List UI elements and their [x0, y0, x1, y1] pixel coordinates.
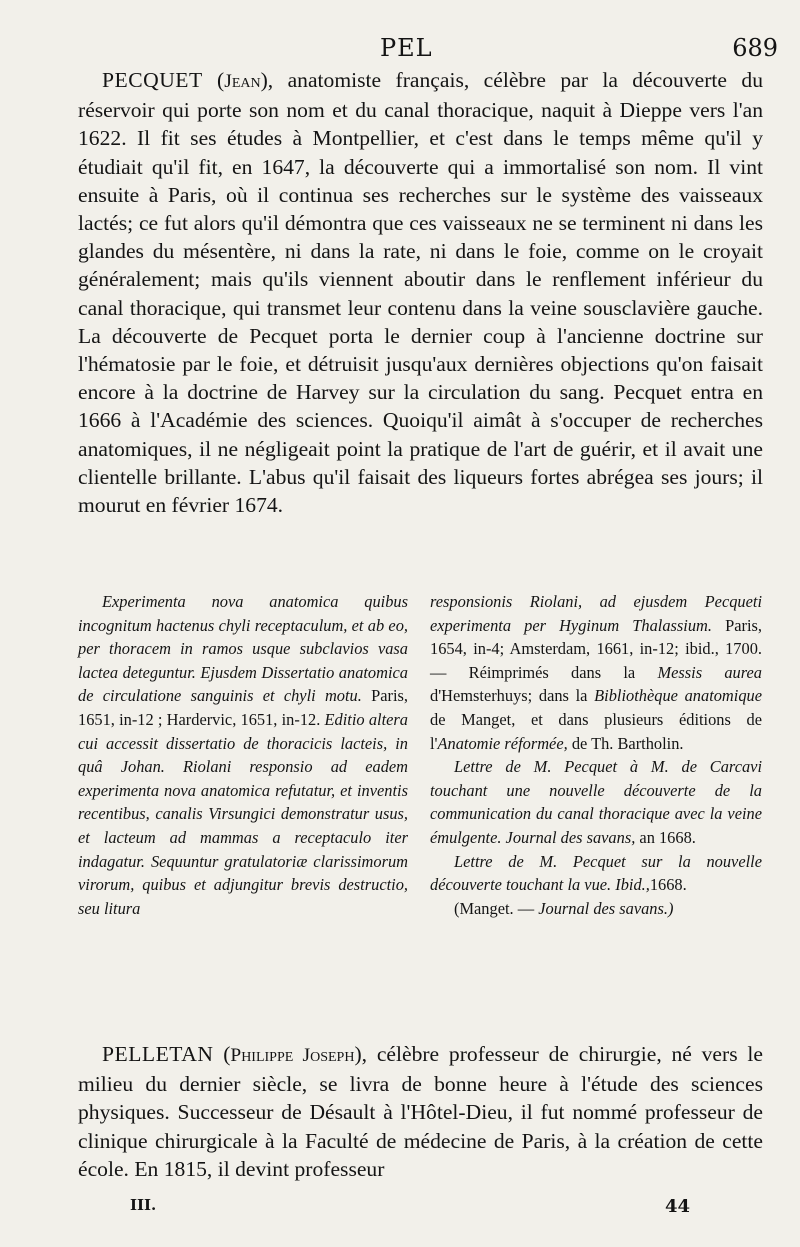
entry-forename: Philippe Joseph [230, 1045, 355, 1066]
entry-pelletan [78, 1040, 763, 1183]
entry-pecquet [78, 66, 763, 519]
entry-name: PELLETAN [102, 1042, 214, 1066]
bib-bartholin: de Th. Bartholin. [571, 733, 684, 753]
bib-ref-manget: (Manget. — [454, 898, 535, 918]
page-header [0, 34, 800, 66]
running-head: PEL [380, 34, 433, 62]
signature-mark: 44 [664, 1196, 690, 1217]
bibliography-right-column [430, 590, 762, 920]
bib-edition: Editio altera cui accessit dissertatio de thoracicis lacteis, in quâ Johan. Riolani responsio ad eadem experimenta nova anatomica refutatur, et inventis recentibus, canalis Virsungici demonstratur usus, et lacteum ad mammas a receptaculo iter indagatur. Sequuntur gratulatoriæ clarissimorum virorum, quibus et adjungitur brevis destructio, seu litura [78, 709, 408, 918]
bib-manget: de Manget, et dans plusieurs éditions de l' [430, 709, 762, 753]
bib-publication: Paris, 1654, in-4; Amsterdam, 1661, in-12; ibid., 1700. — Réimprimés dans la [430, 615, 762, 682]
bib-lettre-vue: Lettre de M. Pecquet sur la nouvelle découverte touchant la vue. Ibid., [430, 851, 762, 895]
bib-title: Experimenta nova anatomica quibus incognitum hactenus chyli receptaculum, et ab eo, per thoracem in ramos usque subclavios vasa lactea deteguntur. Ejusdem Dissertatio anatomica de circulatione sanguinis et chyli motu. [78, 592, 408, 706]
bib-bibliotheque: Bibliothèque anatomique [594, 686, 762, 706]
volume-number: III. [130, 1196, 157, 1214]
bib-messis: Messis aurea [657, 662, 762, 682]
bib-lettre-vue-year: 1668. [649, 875, 687, 895]
entry-forename: Jean [224, 71, 261, 92]
bib-item [78, 590, 408, 920]
bib-item [430, 850, 762, 897]
entry-name: PECQUET [102, 68, 203, 92]
bib-continuation: responsionis Riolani, ad ejusdem Pecqueti experimenta per Hyginum Thalassium. [430, 592, 762, 635]
bib-item [430, 755, 762, 849]
bib-lettre-carcavi-year: an 1668. [639, 827, 696, 847]
entry-text: anatomiste français, célèbre par la découverte du réservoir qui porte son nom et du canal thoracique, naquit à Dieppe vers l'an 1622. Il fit ses études à Montpellier, et c'est dans le temps même qu'il y étudiait qu'il fit, en 1647, la découverte qui a immortalisé son nom. Il vint ensuite à Paris, où il continua ses recherches sur le système des vaisseaux lactés; ce fut alors qu'il démontra que ces vaisseaux ne se terminent ni dans les glandes du mésentère, ni dans la rate, ni dans le foie, comme on le croyait généralement; mais qu'ils viennent aboutir dans le renflement inférieur du canal thoracique, qui transmet leur contenu dans la veine sousclavière gauche. La découverte de Pecquet porta le dernier coup à l'ancienne doctrine sur l'hématosie par le foie, et détruisit jusqu'aux dernières objections qu'on faisait encore à la doctrine de Harvey sur la circulation du sang. Pecquet entra en 1666 à l'Académie des sciences. Quoiqu'il aimât à s'occuper de recherches anatomiques, il ne négligeait point la pratique de l'art de guérir, et il avait une clientelle brillante. L'abus qu'il faisait des liqueurs fortes abrégea ses jours; il mourut en février 1674. [78, 68, 763, 518]
bib-item [430, 590, 762, 755]
bib-lettre-carcavi: Lettre de M. Pecquet à M. de Carcavi touchant une nouvelle découverte de la communication du canal thoracique avec la veine émulgente. Journal des savans, [430, 757, 762, 847]
entry-paragraph: PELLETAN (Philippe Joseph), célèbre professeur de chirurgie, né vers le milieu du dernier siècle, se livra de bonne heure à l'étude des sciences physiques. Successeur de Désault à l'Hôtel-Dieu, il fut nommé professeur de clinique chirurgicale à la Faculté de médecine de Paris, à la création de cette école. En 1815, il devint professeur [78, 1042, 763, 1181]
bib-ref-journal: Journal des savans.) [538, 898, 674, 918]
entry-text: célèbre professeur de chirurgie, né vers le milieu du dernier siècle, se livra de bonne heure à l'étude des sciences physiques. Successeur de Désault à l'Hôtel-Dieu, il fut nommé professeur de clinique chirurgicale à la Faculté de médecine de Paris, à la création de cette école. En 1815, il devint professeur [78, 1042, 763, 1181]
page-number: 689 [732, 34, 778, 62]
bib-publication: Paris, 1651, in-12 ; Hardervic, 1651, in-12. [78, 686, 408, 729]
bib-item [430, 897, 762, 921]
page-footer [0, 1196, 800, 1224]
bib-hemsterhuys: d'Hemsterhuys; dans la [430, 686, 588, 706]
entry-paragraph: PECQUET (Jean), anatomiste français, célèbre par la découverte du réservoir qui porte son nom et du canal thoracique, naquit à Dieppe vers l'an 1622. Il fit ses études à Montpellier, et c'est dans le temps même qu'il y étudiait qu'il fit, en 1647, la découverte qui a immortalisé son nom. Il vint ensuite à Paris, où il continua ses recherches sur le système des vaisseaux lactés; ce fut alors qu'il démontra que ces vaisseaux ne se terminent ni dans les glandes du mésentère, ni dans la rate, ni dans le foie, comme on le croyait généralement; mais qu'ils viennent aboutir dans le renflement inférieur du canal thoracique, qui transmet leur contenu dans la veine sousclavière gauche. La découverte de Pecquet porta le dernier coup à l'ancienne doctrine sur l'hématosie par le foie, et détruisit jusqu'aux dernières objections qu'on faisait encore à la doctrine de Harvey sur la circulation du sang. Pecquet entra en 1666 à l'Académie des sciences. Quoiqu'il aimât à s'occuper de recherches anatomiques, il ne négligeait point la pratique de l'art de guérir, et il avait une clientelle brillante. L'abus qu'il faisait des liqueurs fortes abrégea ses jours; il mourut en février 1674. [78, 68, 763, 518]
bibliography-left-column [78, 590, 408, 920]
bib-anatomie: Anatomie réformée, [437, 733, 568, 753]
